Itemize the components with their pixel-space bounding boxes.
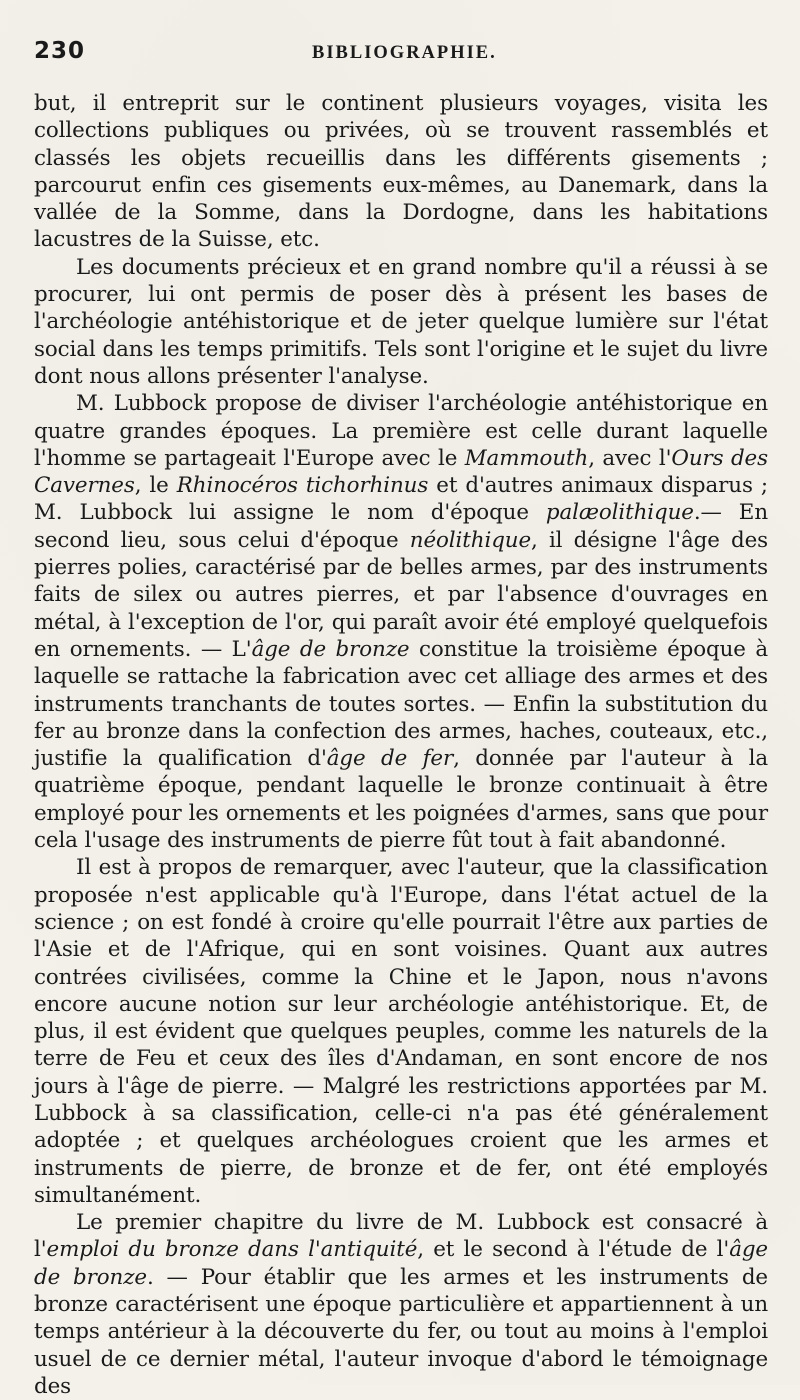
text-run: .— En second lieu, sous celui d'époque — [34, 500, 768, 553]
italic-term: Ours des Cavernes — [34, 445, 768, 499]
italic-term: Mammouth — [464, 445, 589, 471]
text-run: but, il entreprit sur le continent plusieurs voyages, visita les collections publiques ou privées, où se trouvent rassemblés et classés les objets recueillis dans les différents gisements ; parcourut enfin ces gisements eux-mêmes, au Danemark, dans la vallée de la Somme, dans la Dordogne, dans les habitations lacustres de la Suisse, etc. — [34, 91, 768, 253]
text-run: , avec l' — [588, 445, 672, 471]
page-number: 230 — [34, 38, 86, 64]
text-run: . — Pour établir que les armes et les instruments de bronze caractérisent une époque particulière et appartiennent à un temps antérieur à la découverte du fer, ou tout au moins à l'emploi usuel de ce dernier métal, l'auteur invoque d'abord le témoignage des — [34, 1264, 768, 1399]
italic-term: néolithique — [409, 527, 532, 553]
text-run: Il est à propos de remarquer, avec l'auteur, que la classification proposée n'est applicable qu'à l'Europe, dans l'état actuel de la science ; on est fondé à croire qu'elle pourrait l'être aux parties de l'Asie et de l'Afrique, qui en sont voisines. Quant aux autres contrées civilisées, comme la Chine et le Japon, nous n'avons encore aucune notion sur leur archéologie antéhistorique. Et, de plus, il est évident que quelques peuples, comme les naturels de la terre de Feu et ceux des îles d'Andaman, en sont encore de nos jours à l'âge de pierre. — Malgré les restrictions apportées par M. Lubbock à sa classification, celle-ci n'a pas été généralement adoptée ; et quelques archéologues croient que les armes et instruments de pierre, de bronze et de fer, ont été employés simultanément. — [34, 855, 768, 1208]
paragraph — [34, 1209, 768, 1400]
paragraph — [34, 90, 768, 254]
paragraph — [34, 854, 768, 1209]
running-head: BIBLIOGRAPHIE. — [312, 43, 497, 63]
paragraph — [34, 254, 768, 390]
text-run: , le — [134, 473, 177, 499]
italic-term: âge de bronze — [34, 1237, 768, 1290]
italic-term: âge de bronze — [251, 636, 410, 662]
text-run: et d'autres animaux disparus ; M. Lubbock lui assigne le nom d'époque — [34, 473, 768, 526]
italic-term: Rhinocéros tichorhinus — [176, 473, 429, 499]
italic-term: palæolithique — [545, 500, 694, 526]
body-text — [34, 90, 768, 1400]
italic-term: emploi du bronze dans l'antiquité — [46, 1237, 418, 1263]
text-run: constitue la troisième époque à laquelle se rattache la fabrication avec cet alliage des armes et des instruments tranchants de toutes sortes. — Enfin la substitution du fer au bronze dans la confection des armes, haches, couteaux, etc., justifie la qualification d' — [34, 636, 769, 772]
paragraph — [34, 390, 768, 854]
text-run: , il désigne l'âge des pierres polies, caractérisé par de belles armes, par des instruments faits de silex ou autres pierres, et par l'absence d'ouvrages en métal, à l'exception de l'or, qui paraît avoir été employé quelquefois en ornements. — L' — [34, 527, 769, 662]
text-run: , donnée par l'auteur à la quatrième époque, pendant laquelle le bronze continuait à être employé pour les ornements et les poignées d'armes, sans que pour cela l'usage des instruments de pierre fût tout à fait abandonné. — [34, 746, 769, 854]
text-run: Les documents précieux et en grand nombre qu'il a réussi à se procurer, lui ont permis de poser dès à présent les bases de l'archéologie antéhistorique et de jeter quelque lumière sur l'état social dans les temps primitifs. Tels sont l'origine et le sujet du livre dont nous allons présenter l'analyse. — [34, 254, 768, 389]
text-run: , et le second à l'étude de l' — [417, 1237, 730, 1263]
text-run: M. Lubbock propose de diviser l'archéologie antéhistorique en quatre grandes époques. La première est celle durant laquelle l'homme se partageait l'Europe avec le — [34, 391, 768, 471]
text-run: Le premier chapitre du livre de M. Lubbock est consacré à l' — [34, 1210, 768, 1263]
italic-term: âge de fer — [326, 746, 454, 772]
page-header — [34, 38, 768, 78]
